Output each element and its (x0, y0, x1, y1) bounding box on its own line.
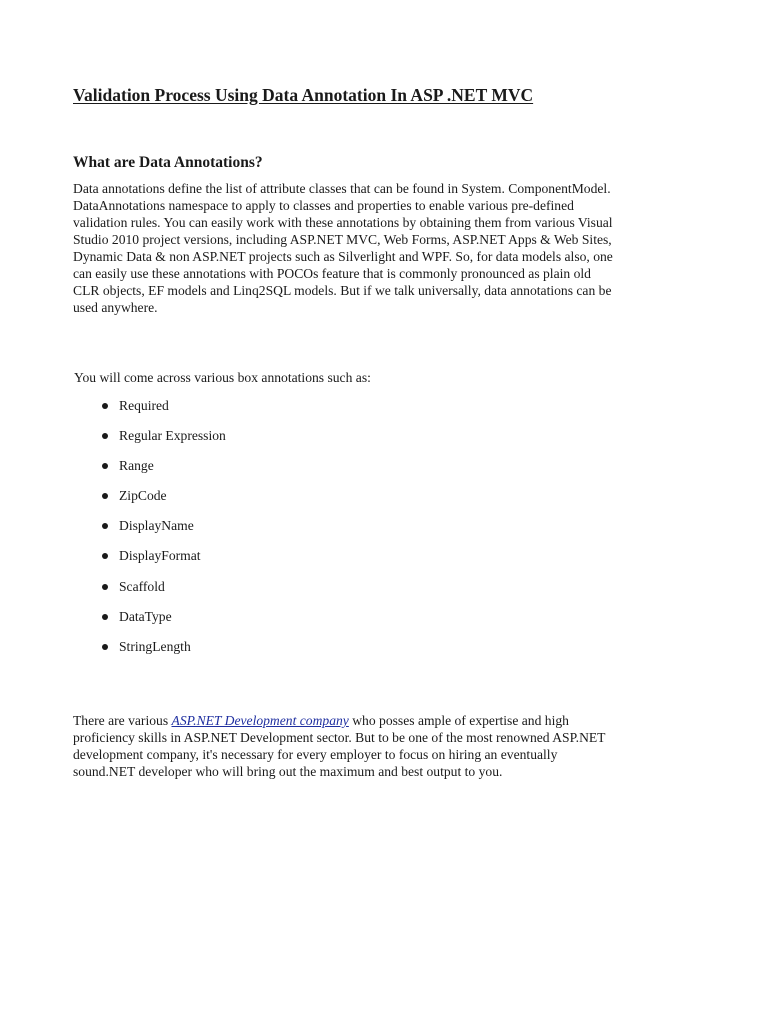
closing-line: sound.NET developer who will bring out the maximum and best output to you. (73, 764, 503, 779)
intro-line: CLR objects, EF models and Linq2SQL models. But if we talk universally, data annotations can be (73, 283, 612, 298)
intro-line: DataAnnotations namespace to apply to classes and properties to enable various pre-defined (73, 198, 574, 213)
bullet-icon (102, 553, 108, 559)
bullet-icon (102, 584, 108, 590)
list-item-label: Scaffold (119, 578, 165, 594)
list-item-label: Required (119, 398, 169, 413)
asp-net-development-company-link[interactable]: ASP.NET Development company (171, 713, 349, 728)
bullet-icon (102, 644, 108, 650)
bullet-icon (102, 403, 108, 409)
list-intro: You will come across various box annotations such as: (74, 370, 371, 385)
intro-line: Studio 2010 project versions, including ASP.NET MVC, Web Forms, ASP.NET Apps & Web Sites, (73, 232, 612, 247)
intro-paragraph (73, 180, 613, 316)
list-item-label: Range (119, 458, 154, 474)
list-item-label: DisplayName (119, 518, 194, 534)
closing-paragraph (73, 712, 606, 780)
bullet-icon (102, 523, 108, 529)
bullet-icon (102, 463, 108, 469)
list-item-label: DisplayFormat (119, 548, 201, 564)
list-item-label: StringLength (119, 638, 191, 654)
closing-text-after-link: who posses ample of expertise and high (348, 713, 569, 728)
closing-line (73, 712, 606, 729)
intro-line: Dynamic Data & non ASP.NET projects such as Silverlight and WPF. So, for data models also, one (73, 249, 613, 264)
intro-line: can easily use these annotations with POCOs feature that is commonly pronounced as plain old (73, 266, 591, 281)
document-title: Validation Process Using Data Annotation In ASP .NET MVC (73, 85, 534, 105)
intro-line: Data annotations define the list of attribute classes that can be found in System. ComponentModel. (73, 181, 611, 196)
closing-line: proficiency skills in ASP.NET Development sector. But to be one of the most renowned ASP.NET (73, 730, 606, 745)
closing-line: development company, it's necessary for every employer to focus on hiring an eventually (73, 747, 558, 762)
bullet-icon (102, 433, 108, 439)
list-item-label: ZipCode (119, 488, 167, 504)
intro-line: used anywhere. (73, 300, 158, 315)
intro-line: validation rules. You can easily work with these annotations by obtaining them from various Visual (73, 215, 613, 230)
list-item-label: DataType (119, 608, 172, 624)
section-heading: What are Data Annotations? (73, 154, 263, 171)
bullet-icon (102, 493, 108, 499)
closing-text-before-link: There are various (73, 713, 172, 728)
bullet-icon (102, 614, 108, 620)
list-item-label: Regular Expression (119, 428, 226, 444)
